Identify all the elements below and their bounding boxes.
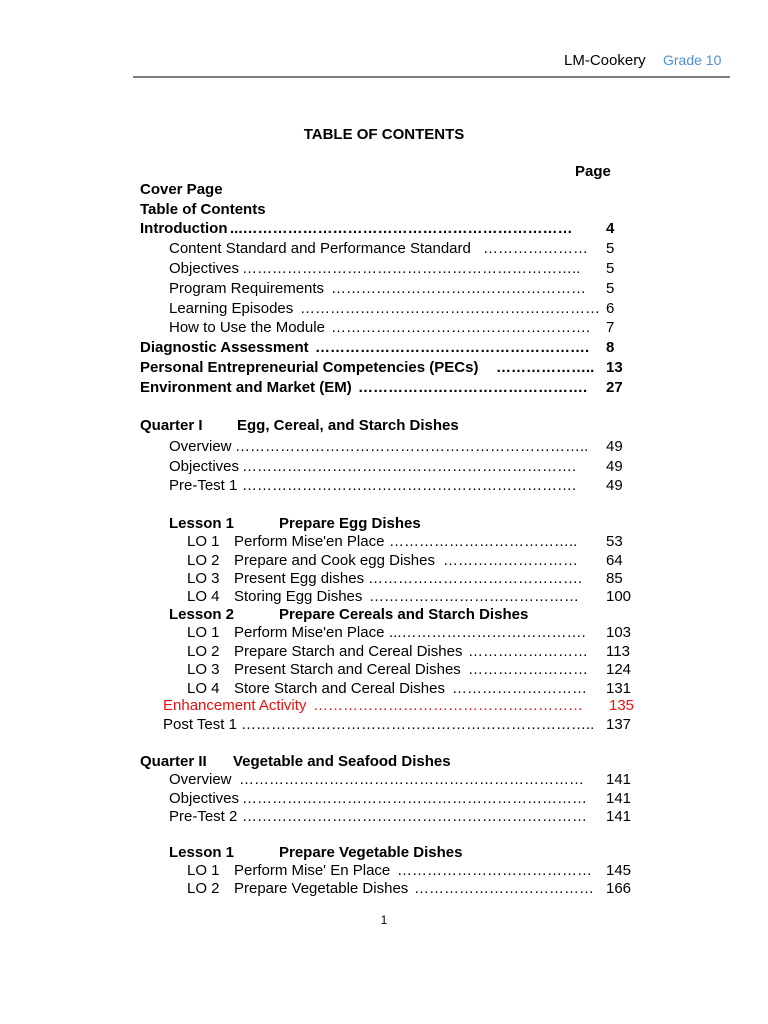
lesson-heading-q2-lesson-1 xyxy=(169,843,609,862)
toc-entry-q1-objectives xyxy=(140,457,640,476)
toc-leader: ………………… xyxy=(483,240,588,257)
toc-entry-pecs xyxy=(140,358,640,377)
lesson-label: Lesson 1 xyxy=(169,844,235,861)
toc-leader: ...………………………………………………………… xyxy=(230,220,573,237)
lo-code: LO 1 xyxy=(187,862,220,879)
toc-page-number: 49 xyxy=(606,438,623,455)
toc-entry-label: Pre-Test 1 xyxy=(169,477,238,494)
toc-entry-label: Objectives xyxy=(169,260,240,277)
toc-entry-q2-l1-lo2 xyxy=(187,879,640,898)
header-rule xyxy=(133,76,730,78)
lo-code: LO 2 xyxy=(187,880,220,897)
toc-entry-q2-objectives xyxy=(169,789,639,808)
toc-entry-label: Perform Mise' En Place xyxy=(234,862,391,879)
toc-entry-label: Learning Episodes xyxy=(169,300,294,317)
toc-entry-label: Prepare and Cook egg Dishes xyxy=(234,552,435,569)
toc-page-number: 135 xyxy=(609,697,635,714)
toc-entry-diagnostic-assessment xyxy=(140,338,640,357)
toc-entry-label: Content Standard and Performance Standard xyxy=(169,240,471,257)
toc-entry-label: Prepare Starch and Cereal Dishes xyxy=(234,643,463,660)
toc-leader: ……………….. xyxy=(496,359,595,376)
toc-leader: ………………………………………………………….. xyxy=(242,260,581,277)
section-label: Quarter I xyxy=(140,417,203,434)
toc-leader: ……………………………………. xyxy=(368,570,583,587)
toc-entry-label: Enhancement Activity xyxy=(163,697,307,714)
toc-entry-objectives xyxy=(140,259,640,278)
section-heading-quarter-1 xyxy=(140,416,640,435)
toc-entry-label: Overview xyxy=(169,438,232,455)
toc-entry-q1-l1-lo1 xyxy=(187,532,640,551)
toc-entry-learning-episodes xyxy=(140,299,640,318)
toc-page-number: 141 xyxy=(606,808,632,825)
toc-leader: ……………………………………………. xyxy=(331,319,591,336)
toc-leader: ……………………… xyxy=(452,680,587,697)
toc-leader: …………………………………………………………. xyxy=(242,458,577,475)
toc-page-number: 8 xyxy=(606,339,615,356)
toc-entry-label: Store Starch and Cereal Dishes xyxy=(234,680,445,697)
toc-entry-enhancement-activity xyxy=(163,696,643,715)
toc-entry-q1-l2-lo3 xyxy=(187,660,640,679)
toc-leader: …………………… xyxy=(468,643,588,660)
toc-entry-q1-l1-lo3 xyxy=(187,569,640,588)
toc-entry-label: How to Use the Module xyxy=(169,319,325,336)
toc-page-number: 4 xyxy=(606,220,615,237)
toc-entry-label: Perform Mise'en Place xyxy=(234,624,385,641)
lo-code: LO 3 xyxy=(187,570,220,587)
toc-leader: …………………………………………………… xyxy=(300,300,600,317)
toc-entry-q1-l1-lo4 xyxy=(187,587,640,606)
toc-leader: ……………………… xyxy=(443,552,578,569)
toc-leader: …………………………………………………………. xyxy=(242,477,577,494)
toc-entry-q2-overview xyxy=(169,770,639,789)
toc-entry-q2-l1-lo1 xyxy=(187,861,640,880)
header-grade: Grade 10 xyxy=(663,52,722,68)
lo-code: LO 4 xyxy=(187,680,220,697)
toc-page-number: 5 xyxy=(606,280,615,297)
toc-leader: ...………………………………. xyxy=(389,624,586,641)
toc-page-number: 5 xyxy=(606,240,615,257)
section-title: Vegetable and Seafood Dishes xyxy=(233,753,451,770)
toc-entry-label: Introduction xyxy=(140,220,228,237)
toc-page-number: 6 xyxy=(606,300,615,317)
toc-leader: …………………………………… xyxy=(369,588,579,605)
toc-entry-label: Objectives xyxy=(169,790,240,807)
toc-entry-how-to-use-module xyxy=(140,318,640,337)
lo-code: LO 1 xyxy=(187,624,220,641)
toc-page-number: 64 xyxy=(606,552,623,569)
toc-entry-q1-overview xyxy=(140,437,640,456)
lesson-title: Prepare Egg Dishes xyxy=(279,515,421,532)
toc-entry-label: Prepare Vegetable Dishes xyxy=(234,880,409,897)
toc-page-number: 103 xyxy=(606,624,632,641)
page-column-heading: Page xyxy=(575,163,611,180)
lo-code: LO 3 xyxy=(187,661,220,678)
toc-page-number: 13 xyxy=(606,359,623,376)
lesson-heading-q1-lesson-2 xyxy=(169,605,609,624)
lo-code: LO 1 xyxy=(187,533,220,550)
page-header xyxy=(0,0,768,80)
toc-entry-label: Personal Entrepreneurial Competencies (PECs) xyxy=(140,359,479,376)
toc-entry-label: Diagnostic Assessment xyxy=(140,339,309,356)
lo-code: LO 2 xyxy=(187,552,220,569)
toc-leader: …………………………………………………………….. xyxy=(235,438,589,455)
toc-leader: …………………………………………………………… xyxy=(239,771,584,788)
lo-code: LO 2 xyxy=(187,643,220,660)
toc-page-number: 124 xyxy=(606,661,632,678)
toc-page-number: 100 xyxy=(606,588,632,605)
toc-page-number: 7 xyxy=(606,319,615,336)
toc-leader: ……………………………….. xyxy=(389,533,578,550)
toc-leader: …………………………………………… xyxy=(331,280,586,297)
toc-leader: …………………………………………………………….. xyxy=(241,716,595,733)
toc-entry-label: Storing Egg Dishes xyxy=(234,588,363,605)
lesson-title: Prepare Vegetable Dishes xyxy=(279,844,463,861)
toc-page-number: 27 xyxy=(606,379,623,396)
toc-page-number: 49 xyxy=(606,458,623,475)
toc-entry-environment-market xyxy=(140,378,640,397)
toc-leader: ……………………………………………… xyxy=(313,697,583,714)
toc-page-number: 141 xyxy=(606,790,632,807)
toc-page-number: 166 xyxy=(606,880,632,897)
toc-entry-cover-page: Cover Page xyxy=(140,181,223,198)
toc-page-number: 145 xyxy=(606,862,632,879)
toc-leader: …………………… xyxy=(468,661,588,678)
toc-entry-q1-l1-lo2 xyxy=(187,551,640,570)
toc-entry-label: Objectives xyxy=(169,458,240,475)
toc-page-number: 53 xyxy=(606,533,623,550)
toc-entry-label: Pre-Test 2 xyxy=(169,808,238,825)
toc-leader: ………………………………………………. xyxy=(315,339,590,356)
toc-leader: …………………………………………………………… xyxy=(242,790,587,807)
toc-entry-table-of-contents: Table of Contents xyxy=(140,201,266,218)
toc-leader: ………………………………………. xyxy=(358,379,588,396)
toc-entry-q1-l2-lo2 xyxy=(187,642,640,661)
toc-leader: ………………………………… xyxy=(397,862,592,879)
toc-entry-q2-pretest xyxy=(169,807,639,826)
doc-title: TABLE OF CONTENTS xyxy=(303,126,465,143)
toc-entry-label: Post Test 1 xyxy=(163,716,237,733)
toc-entry-q1-pretest xyxy=(140,476,640,495)
lesson-label: Lesson 1 xyxy=(169,515,235,532)
toc-page-number: 113 xyxy=(606,643,630,660)
lesson-title: Prepare Cereals and Starch Dishes xyxy=(279,606,529,623)
toc-entry-label: Program Requirements xyxy=(169,280,325,297)
toc-entry-label: Present Egg dishes xyxy=(234,570,365,587)
toc-entry-label: Present Starch and Cereal Dishes xyxy=(234,661,461,678)
toc-entry-label: Overview xyxy=(169,771,232,788)
section-title: Egg, Cereal, and Starch Dishes xyxy=(237,417,459,434)
toc-leader: ……………………………… xyxy=(414,880,594,897)
toc-page-number: 85 xyxy=(606,570,623,587)
toc-entry-introduction xyxy=(140,219,640,238)
toc-entry-content-standard xyxy=(140,239,640,258)
toc-entry-q1-l2-lo1 xyxy=(187,623,640,642)
toc-entry-label: Environment and Market (EM) xyxy=(140,379,352,396)
lesson-label: Lesson 2 xyxy=(169,606,235,623)
section-label: Quarter II xyxy=(140,753,207,770)
toc-page-number: 137 xyxy=(606,716,632,733)
toc-page-number: 49 xyxy=(606,477,623,494)
header-title: LM-Cookery xyxy=(564,52,646,69)
toc-page-number: 5 xyxy=(606,260,615,277)
section-heading-quarter-2 xyxy=(140,752,640,771)
toc-leader: …………………………………………………………… xyxy=(242,808,587,825)
toc-entry-program-requirements xyxy=(140,279,640,298)
toc-page-number: 131 xyxy=(606,680,632,697)
footer-page-number: 1 xyxy=(380,913,388,927)
toc-entry-label: Perform Mise'en Place xyxy=(234,533,385,550)
lo-code: LO 4 xyxy=(187,588,220,605)
lesson-heading-q1-lesson-1 xyxy=(169,514,609,533)
toc-entry-post-test-1 xyxy=(163,715,643,734)
toc-page-number: 141 xyxy=(606,771,632,788)
